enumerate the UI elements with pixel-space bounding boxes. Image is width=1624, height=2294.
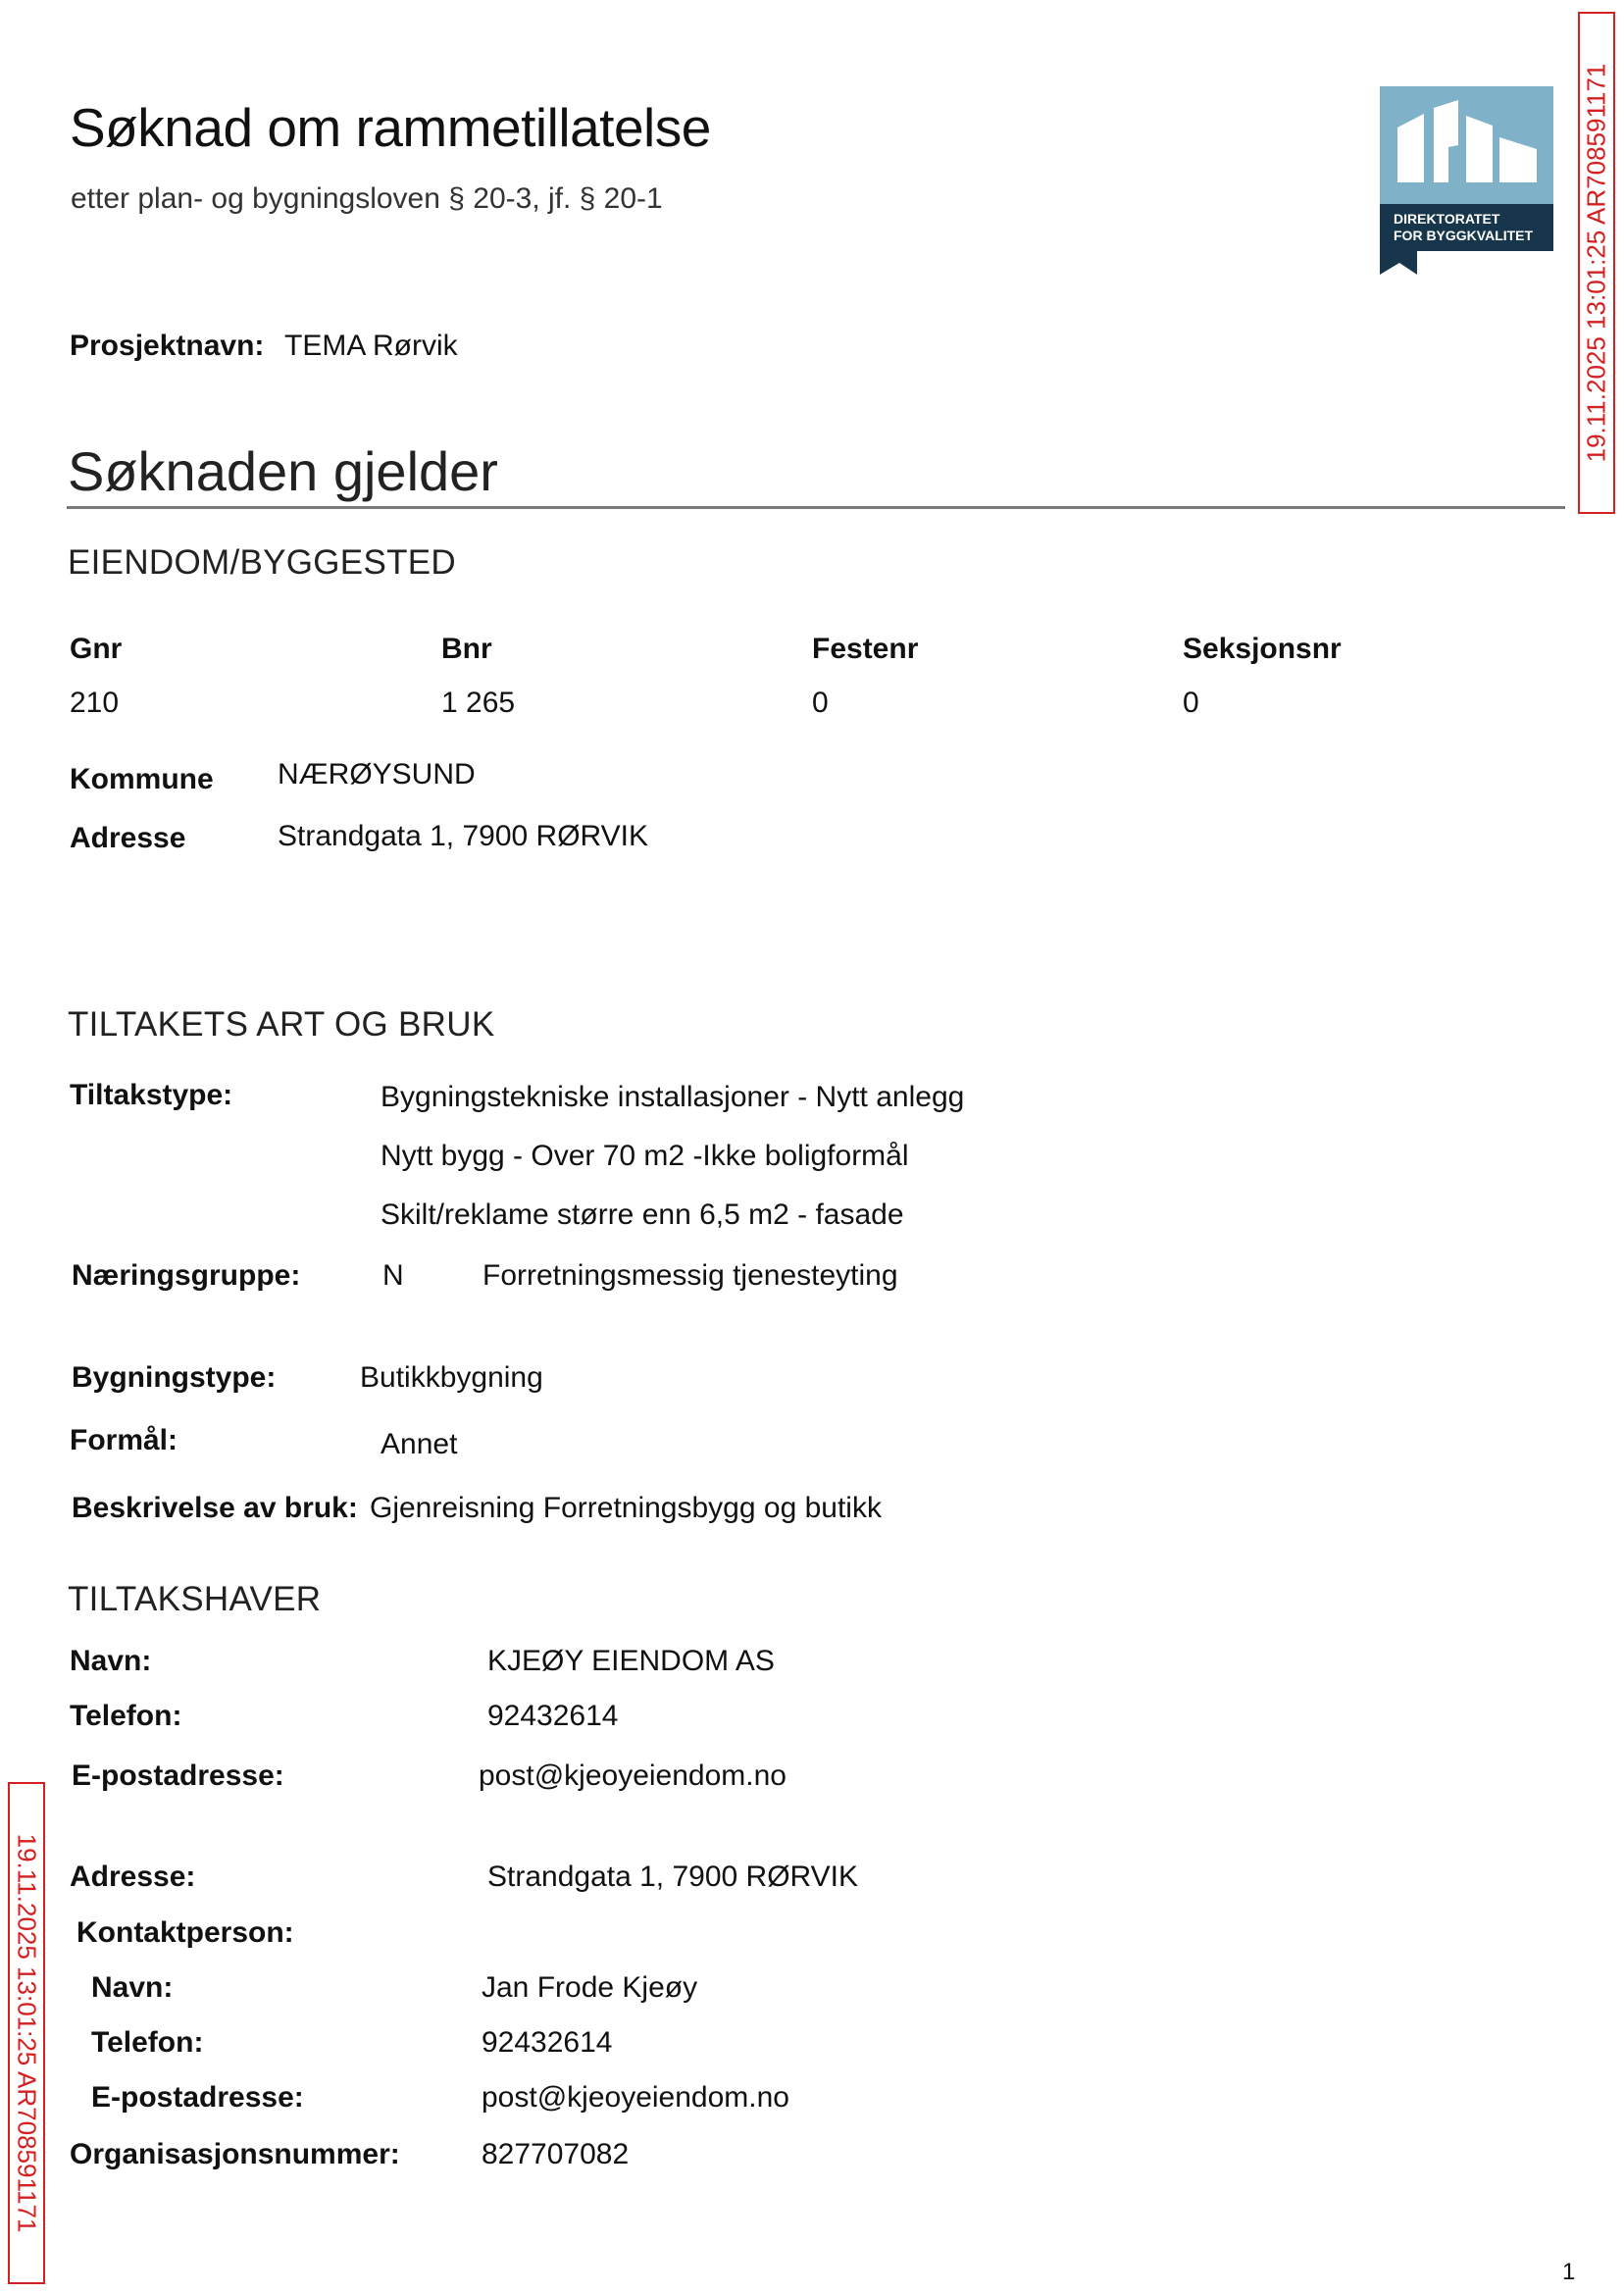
bygningstype-value: Butikkbygning <box>360 1361 543 1394</box>
festenr-value: 0 <box>812 687 829 719</box>
tiltakshaver-adresse-label: Adresse: <box>70 1861 196 1893</box>
stamp-text: 19.11.2025 13:01:25 AR708591171 <box>12 1833 42 2233</box>
tiltakstype-label: Tiltakstype: <box>70 1079 233 1111</box>
beskrivelse-label: Beskrivelse av bruk: <box>72 1492 358 1524</box>
adresse-label: Adresse <box>70 822 186 854</box>
logo-text-line2: FOR BYGGKVALITET <box>1394 228 1534 243</box>
document-title: Søknad om rammetillatelse <box>70 97 711 158</box>
gnr-value: 210 <box>70 687 120 719</box>
tiltak-heading: TILTAKETS ART OG BRUK <box>68 1005 495 1044</box>
kontaktperson-navn-label: Navn: <box>91 1971 174 2004</box>
col-header-festenr: Festenr <box>812 633 919 665</box>
formal-label: Formål: <box>70 1424 178 1456</box>
logo-text-line1: DIREKTORATET <box>1394 211 1500 227</box>
tiltakstype-item: Skilt/reklame større enn 6,5 m2 - fasade <box>381 1198 904 1231</box>
tiltakstype-item: Nytt bygg - Over 70 m2 -Ikke boligformål <box>381 1140 909 1172</box>
stamp-text: 19.11.2025 13:01:25 AR708591171 <box>1581 63 1611 463</box>
col-header-seksjonsnr: Seksjonsnr <box>1183 633 1342 665</box>
kommune-value: NÆRØYSUND <box>278 758 476 790</box>
kontaktperson-epost-label: E-postadresse: <box>91 2081 304 2114</box>
kontaktperson-telefon-value: 92432614 <box>482 2026 613 2059</box>
document-subtitle: etter plan- og bygningsloven § 20-3, jf. § 20-1 <box>71 182 663 215</box>
page-number: 1 <box>1562 2259 1576 2285</box>
tiltakstype-item: Bygningstekniske installasjoner - Nytt anlegg <box>381 1081 965 1113</box>
beskrivelse-value: Gjenreisning Forretningsbygg og butikk <box>370 1492 882 1524</box>
col-header-bnr: Bnr <box>441 633 492 665</box>
naeringsgruppe-value: Forretningsmessig tjenesteyting <box>482 1259 898 1292</box>
tiltakshaver-navn-label: Navn: <box>70 1645 152 1677</box>
formal-value: Annet <box>381 1428 458 1460</box>
orgnr-label: Organisasjonsnummer: <box>70 2138 400 2170</box>
orgnr-value: 827707082 <box>482 2138 630 2170</box>
dibk-logo <box>1380 86 1553 275</box>
bnr-value: 1 265 <box>441 687 516 719</box>
kommune-label: Kommune <box>70 763 214 795</box>
tiltakshaver-epost-value: post@kjeoyeiendom.no <box>479 1759 787 1792</box>
receipt-stamp-right <box>1578 12 1615 514</box>
tiltakshaver-navn-value: KJEØY EIENDOM AS <box>487 1645 775 1677</box>
naeringsgruppe-code: N <box>382 1259 404 1292</box>
project-value: TEMA Rørvik <box>284 330 458 362</box>
kontaktperson-navn-value: Jan Frode Kjeøy <box>482 1971 698 2004</box>
naeringsgruppe-label: Næringsgruppe: <box>72 1259 301 1292</box>
kontaktperson-label: Kontaktperson: <box>76 1916 294 1949</box>
tiltakshaver-telefon-value: 92432614 <box>487 1700 619 1732</box>
kontaktperson-epost-value: post@kjeoyeiendom.no <box>482 2081 789 2114</box>
tiltakshaver-epost-label: E-postadresse: <box>72 1759 284 1792</box>
seksjonsnr-value: 0 <box>1183 687 1199 719</box>
kontaktperson-telefon-label: Telefon: <box>91 2026 204 2059</box>
section-title: Søknaden gjelder <box>68 440 498 502</box>
tiltakshaver-adresse-value: Strandgata 1, 7900 RØRVIK <box>487 1861 859 1893</box>
col-header-gnr: Gnr <box>70 633 123 665</box>
section-divider <box>67 506 1565 509</box>
project-label: Prosjektnavn: <box>70 330 265 362</box>
tiltakshaver-heading: TILTAKSHAVER <box>68 1580 322 1618</box>
tiltakshaver-telefon-label: Telefon: <box>70 1700 182 1732</box>
adresse-value: Strandgata 1, 7900 RØRVIK <box>278 820 649 852</box>
eiendom-heading: EIENDOM/BYGGESTED <box>68 543 456 582</box>
receipt-stamp-left <box>8 1782 45 2284</box>
bygningstype-label: Bygningstype: <box>72 1361 277 1394</box>
